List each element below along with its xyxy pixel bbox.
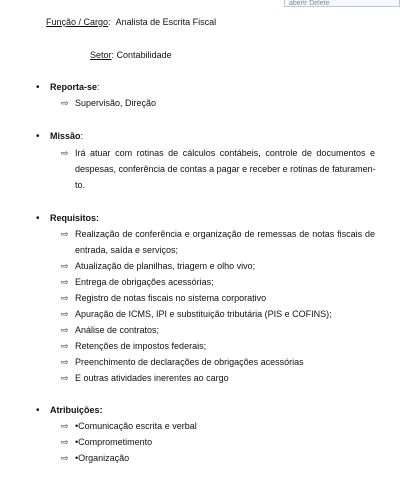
arrow-right-icon: ⇨ [61, 293, 69, 303]
cargo-label: Função / Cargo [46, 17, 109, 27]
cargo-value: Analista de Escrita Fiscal [115, 17, 217, 27]
setor-line [90, 50, 172, 60]
arrow-right-icon: ⇨ [61, 148, 69, 158]
requisitos-item-0-line-2: entrada, saída e serviços; [75, 245, 179, 255]
arrow-right-icon: ⇨ [61, 261, 69, 271]
list-item [61, 229, 75, 240]
setor-label: Setor [90, 50, 112, 60]
missao-heading [36, 131, 83, 142]
list-item [61, 98, 156, 109]
arrow-right-icon: ⇨ [61, 325, 69, 335]
requisitos-item: Preenchimento de declarações de obrigações acessórias [75, 357, 304, 367]
bullet-icon: • [36, 405, 40, 416]
bullet-icon: • [36, 131, 40, 142]
atribuicoes-heading [36, 405, 103, 416]
requisitos-item: Registro de notas fiscais no sistema corporativo [75, 293, 267, 303]
reporta-heading [36, 82, 100, 93]
top-toolbar-field[interactable]: abertr Delete [284, 0, 400, 7]
list-item [61, 309, 332, 320]
setor-value: Contabilidade [116, 50, 172, 60]
arrow-right-icon: ⇨ [61, 229, 69, 239]
requisitos-title: Requisitos: [50, 213, 100, 223]
list-item [61, 277, 214, 288]
requisitos-item-0-line-1: Realização de conferência e organização de remessas de notas fiscais de [75, 229, 375, 239]
missao-line-2: despesas, conferência de contas a pagar e receber e rotinas de faturamen- [75, 164, 376, 174]
missao-colon: : [80, 131, 84, 141]
reporta-colon: : [97, 82, 100, 92]
atribuicoes-item: •Comunicação escrita e verbal [75, 421, 197, 431]
arrow-right-icon: ⇨ [61, 98, 69, 108]
list-item [61, 421, 197, 432]
cargo-sep: : [108, 17, 111, 27]
requisitos-item: Análise de contratos; [75, 325, 160, 335]
requisitos-heading [36, 213, 99, 224]
arrow-right-icon: ⇨ [61, 277, 69, 287]
list-item [61, 325, 159, 336]
list-item [61, 373, 229, 384]
list-item [61, 437, 152, 448]
bullet-icon: • [36, 82, 40, 93]
setor-sep: : [111, 50, 115, 60]
requisitos-item: Atualização de planilhas, triagem e olho vivo; [75, 261, 256, 271]
arrow-right-icon: ⇨ [61, 453, 69, 463]
list-item [61, 453, 129, 464]
list-item [61, 357, 304, 368]
list-item [61, 261, 255, 272]
arrow-right-icon: ⇨ [61, 341, 69, 351]
list-item [61, 148, 75, 159]
atribuicoes-title: Atribuições: [50, 405, 103, 415]
missao-title: Missão [50, 131, 81, 141]
reporta-title: Reporta-se [50, 82, 98, 92]
arrow-right-icon: ⇨ [61, 357, 69, 367]
atribuicoes-item: •Organização [75, 453, 130, 463]
atribuicoes-item: •Comprometimento [75, 437, 153, 447]
list-item [61, 341, 206, 352]
bullet-icon: • [36, 213, 40, 224]
list-item [61, 293, 266, 304]
arrow-right-icon: ⇨ [61, 309, 69, 319]
requisitos-item: Entrega de obrigações acessórias; [75, 277, 214, 287]
requisitos-item: E outras atividades inerentes ao cargo [75, 373, 229, 383]
requisitos-item: Apuração de ICMS, IPI e substituição tributária (PIS e COFINS); [75, 309, 332, 319]
requisitos-item: Retenções de impostos federais; [75, 341, 207, 351]
reporta-item: Supervisão, Direção [75, 98, 157, 108]
missao-line-3: to. [75, 180, 86, 190]
cargo-line [46, 17, 216, 27]
arrow-right-icon: ⇨ [61, 373, 69, 383]
arrow-right-icon: ⇨ [61, 421, 69, 431]
missao-line-1: Irá atuar com rotinas de cálculos contábeis, controle de documentos e [75, 148, 375, 158]
arrow-right-icon: ⇨ [61, 437, 69, 447]
